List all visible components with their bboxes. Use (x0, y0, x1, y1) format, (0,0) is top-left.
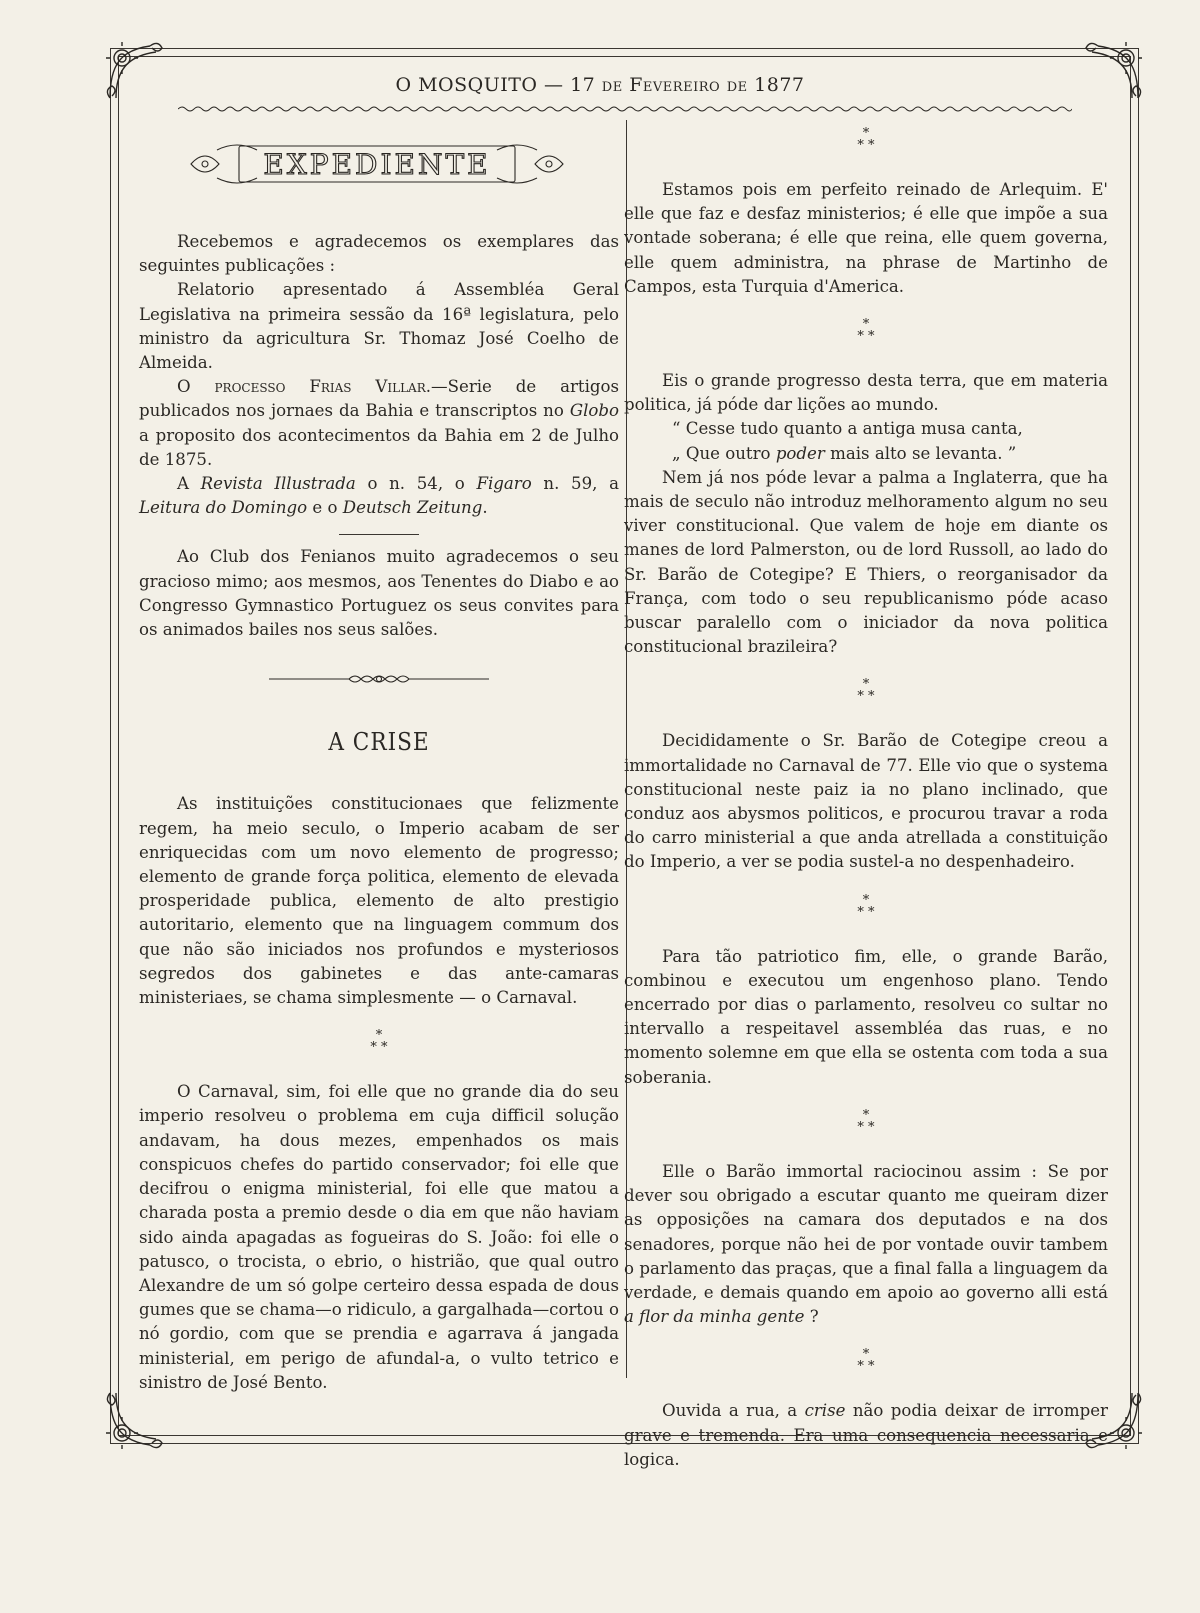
verse-line: „ Que outro poder mais alto se levanta. ” (672, 443, 1017, 463)
article-title: A CRISE (328, 728, 430, 757)
newspaper-name: O MOSQUITO (395, 74, 538, 96)
article-paragraph: O Carnaval, sim, foi elle que no grande dia do seu imperio resolveu o problema em cuja difficil solução andavam, ha dous mezes, empenhados os mais conspicuos chefes do partido conservador; foi elle que decifrou o enigma ministerial, foi elle que matou a charada posta a premio desde o dia em que não haviam sido ainda apagadas as fogueiras do S. João: foi elle o patusco, o trocista, o ebrio, o histrião, que qual outro Alexandre de um só golpe certeiro dessa espada de dous gumes que se chama—o ridiculo, a gargalhada—cortou o nó gordio, com que se prendia e agarrava á jangada ministerial, em perigo de afundal-a, o vulto tetrico e sinistro de José Bento. (139, 1082, 619, 1392)
header-wavy-rule (178, 104, 1072, 114)
asterism-icon: * * * (857, 1347, 875, 1375)
expediente-paragraph: Ao Club dos Fenianos muito agradecemos o seu gracioso mimo; aos mesmos, aos Tenentes do Diabo e ao Congresso Gymnastico Portuguez os seus convites para os animados bailes nos seus salões. (139, 547, 619, 640)
expediente-paragraph: A Revista Illustrada o n. 54, o Figaro n. 59, a Leitura do Domingo e o Deutsch Zeitung. (139, 474, 619, 518)
asterism-icon: * * * (857, 317, 875, 345)
asterism-icon: * * * (857, 892, 875, 920)
asterism-icon: * * * (370, 1028, 388, 1056)
section-ornament-icon (269, 672, 489, 686)
corner-ornament-icon (100, 1385, 170, 1455)
article-paragraph: Para tão patriotico fim, elle, o grande Barão, combinou e executou um engenhoso plano. Tendo encerrado por dias o parlamento, resolveu co sultar no intervallo a respeitavel assembléa das ruas, e no momento solemne em que ella se ostenta com toda a sua soberania. (624, 946, 1108, 1087)
short-rule (339, 534, 419, 535)
article-paragraph: Elle o Barão immortal raciocinou assim : Se por dever sou obrigado a escutar quanto me queiram dizer as opposições na camara dos deputados e na dos senadores, porque não hei de por vontade ouvir tambem o parlamento das praças, que a final falla a linguagem da verdade, e demais quando em apoio ao governo alli está a flor da minha gente ? (624, 1161, 1108, 1327)
expediente-paragraph: O processo Frias Villar.—Serie de artigos publicados nos jornaes da Bahia e transcriptos no Globo a proposito dos acontecimentos da Bahia em 2 de Julho de 1875. (139, 377, 620, 469)
asterism-icon: * * * (857, 126, 875, 153)
issue-day: 17 (570, 74, 596, 96)
article-paragraph: Estamos pois em perfeito reinado de Arlequim. E' elle que faz e desfaz ministerios; é elle que impõe a sua vontade soberana; é elle que reina, elle quem governa, elle quem administra, na phrase de Martinho de Campos, esta Turquia d'America. (624, 180, 1108, 296)
expediente-paragraph: Recebemos e agradecemos os exemplares das seguintes publicações : (139, 232, 619, 276)
article-paragraph: Ouvida a rua, a crise não podia deixar de irromper grave e tremenda. Era uma consequencia necessaria e logica. (624, 1401, 1108, 1469)
issue-year: 1877 (754, 74, 805, 96)
expediente-paragraph: Relatorio apresentado á Assembléa Geral Legislativa na primeira sessão da 16ª legislatura, pelo ministro da agricultura Sr. Thomaz José Coelho de Almeida. (139, 280, 619, 373)
asterism-icon: * * * (857, 1107, 875, 1135)
expediente-heading (187, 136, 567, 192)
article-paragraph: Decididamente o Sr. Barão de Cotegipe creou a immortalidade no Carnaval de 77. Elle vio que o systema constitucional neste paiz ia no plano inclinado, que conduz aos abysmos politicos, e procurou travar a roda do carro ministerial a que anda atrellada a constituição do Imperio, a ver se podia sustel-a no despenhadeiro. (624, 731, 1108, 872)
article-paragraph: Nem já nos póde levar a palma a Inglaterra, que ha mais de seculo não introduz melhoramento algum no seu viver constitucional. Que valem de hoje em diante os manes de lord Palmerston, ou de lord Russoll, ao lado do Sr. Barão de Cotegipe? E Thiers, o reorganisador da França, com todo o seu republicanismo póde acaso buscar paralello com o iniciador da nova politica constitucional brazileira? (624, 467, 1108, 657)
verse-line: “ Cesse tudo quanto a antiga musa canta, (672, 419, 1023, 439)
svg-text:EXPEDIENTE: EXPEDIENTE (263, 148, 491, 181)
article-paragraph: Eis o grande progresso desta terra, que em materia politica, já póde dar lições ao mundo. (624, 371, 1108, 415)
asterism-icon: * * * (857, 677, 875, 705)
left-column (139, 126, 619, 1395)
issue-date: de Fevereiro de (601, 74, 748, 96)
running-header: O MOSQUITO — 17 de Fevereiro de 1877 (395, 74, 805, 96)
right-column (624, 126, 1108, 1472)
article-paragraph: As instituições constitucionaes que felizmente regem, ha meio seculo, o Imperio acabam de ser enriquecidas com um novo elemento de progresso; elemento de grande força politica, elemento de elevada prosperidade publica, elemento de alto prestigio autoritario, elemento que na linguagem commum dos que não são iniciados nos profundos e mysteriosos segredos dos gabinetes e das ante-camaras ministeriaes, se chama simplesmente — o Carnaval. (139, 794, 619, 1008)
